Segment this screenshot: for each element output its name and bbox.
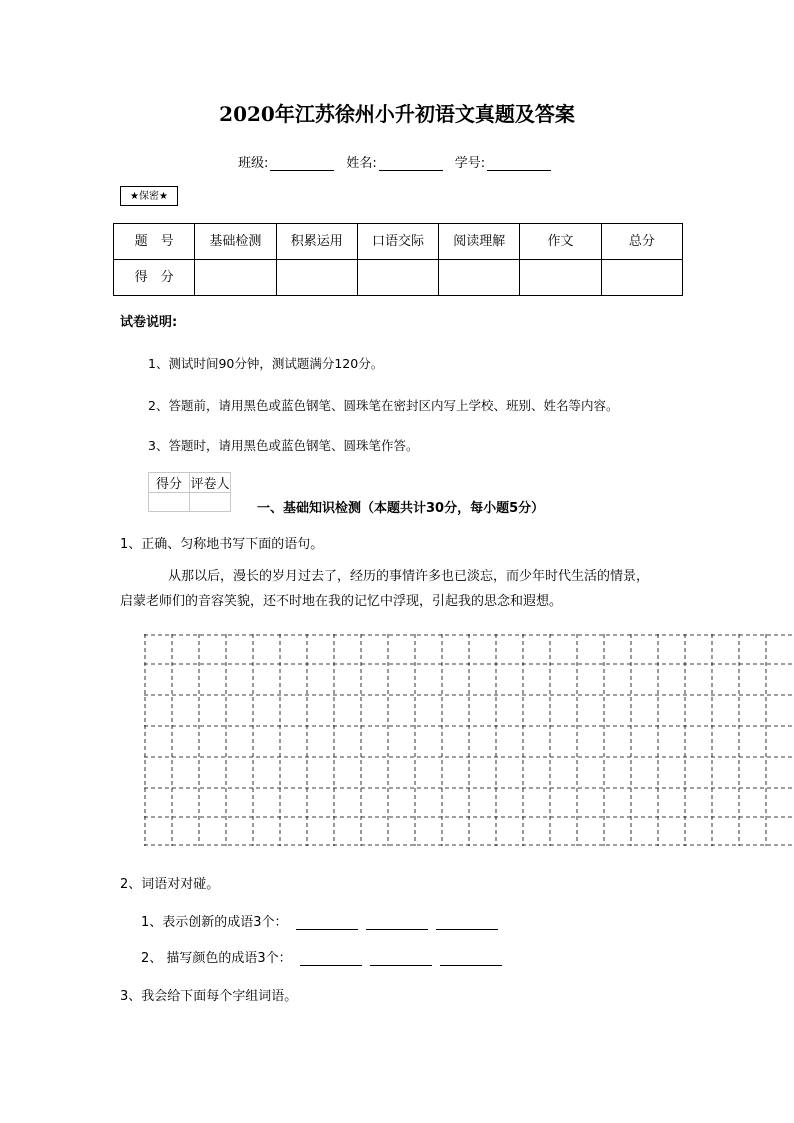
student-id-blank[interactable]	[487, 157, 551, 171]
answer-blank[interactable]	[300, 952, 362, 966]
answer-blank[interactable]	[370, 952, 432, 966]
name-label: 姓名:	[346, 156, 377, 171]
student-id-field[interactable]	[455, 152, 551, 171]
answer-blank[interactable]	[296, 916, 358, 930]
instruction-item: 3、答题时，请用黑色或蓝色钢笔、圆珠笔作答。	[148, 438, 419, 453]
score-table-score-row	[114, 260, 683, 296]
instruction-item: 2、答题前，请用黑色或蓝色钢笔、圆珠笔在密封区内写上学校、班别、姓名等内容。	[148, 398, 619, 413]
question-2-sub-1	[141, 911, 498, 930]
instruction-item: 1、测试时间90分钟，测试题满分120分。	[148, 356, 384, 371]
question-2: 2、词语对对碰。	[120, 877, 220, 892]
answer-blank[interactable]	[366, 916, 428, 930]
name-blank[interactable]	[379, 157, 443, 171]
score-cell[interactable]	[276, 260, 357, 296]
score-header-cell: 作文	[520, 224, 601, 260]
question-3: 3、我会给下面每个字组词语。	[120, 989, 298, 1004]
student-info-row	[238, 152, 551, 171]
score-cell[interactable]	[520, 260, 601, 296]
score-header-cell: 阅读理解	[439, 224, 520, 260]
class-label: 班级:	[238, 156, 269, 171]
secret-stamp: ★保密★	[120, 186, 178, 206]
answer-blank[interactable]	[436, 916, 498, 930]
class-blank[interactable]	[270, 157, 334, 171]
score-cell[interactable]	[357, 260, 438, 296]
score-header-cell: 总分	[601, 224, 682, 260]
score-cell[interactable]	[195, 260, 276, 296]
grader-box	[148, 472, 231, 512]
grader-score-label: 得分	[149, 473, 190, 493]
question-2-sub-2	[141, 947, 502, 966]
score-header-cell: 基础检测	[195, 224, 276, 260]
question-1: 1、正确、匀称地书写下面的语句。	[120, 537, 324, 552]
writing-grid[interactable]	[144, 634, 792, 846]
section-heading: 一、基础知识检测（本题共计30分，每小题5分）	[257, 501, 545, 516]
grader-score-cell[interactable]	[149, 493, 190, 512]
score-header-cell: 题 号	[114, 224, 195, 260]
question-2-sub-2-text: 2、 描写颜色的成语3个：	[141, 951, 292, 966]
instructions-heading: 试卷说明:	[120, 315, 178, 330]
score-header-cell: 积累运用	[276, 224, 357, 260]
answer-blank[interactable]	[440, 952, 502, 966]
score-row-label: 得 分	[114, 260, 195, 296]
student-id-label: 学号:	[454, 156, 486, 171]
passage-line: 启蒙老师们的音容笑貌，还不时地在我的记忆中浮现，引起我的思念和遐想。	[120, 594, 563, 609]
name-field[interactable]	[346, 152, 442, 171]
class-field[interactable]	[238, 152, 334, 171]
score-cell[interactable]	[439, 260, 520, 296]
score-cell[interactable]	[601, 260, 682, 296]
passage-line: 从那以后，漫长的岁月过去了，经历的事情许多也已淡忘，而少年时代生活的情景，	[168, 569, 650, 584]
score-table-header-row	[114, 224, 683, 260]
grader-name-label: 评卷人	[190, 473, 231, 493]
score-header-cell: 口语交际	[357, 224, 438, 260]
page-title: 2020年江苏徐州小升初语文真题及答案	[219, 102, 575, 126]
grader-name-cell[interactable]	[190, 493, 231, 512]
score-table	[113, 223, 683, 296]
question-2-sub-1-text: 1、表示创新的成语3个：	[141, 915, 288, 930]
